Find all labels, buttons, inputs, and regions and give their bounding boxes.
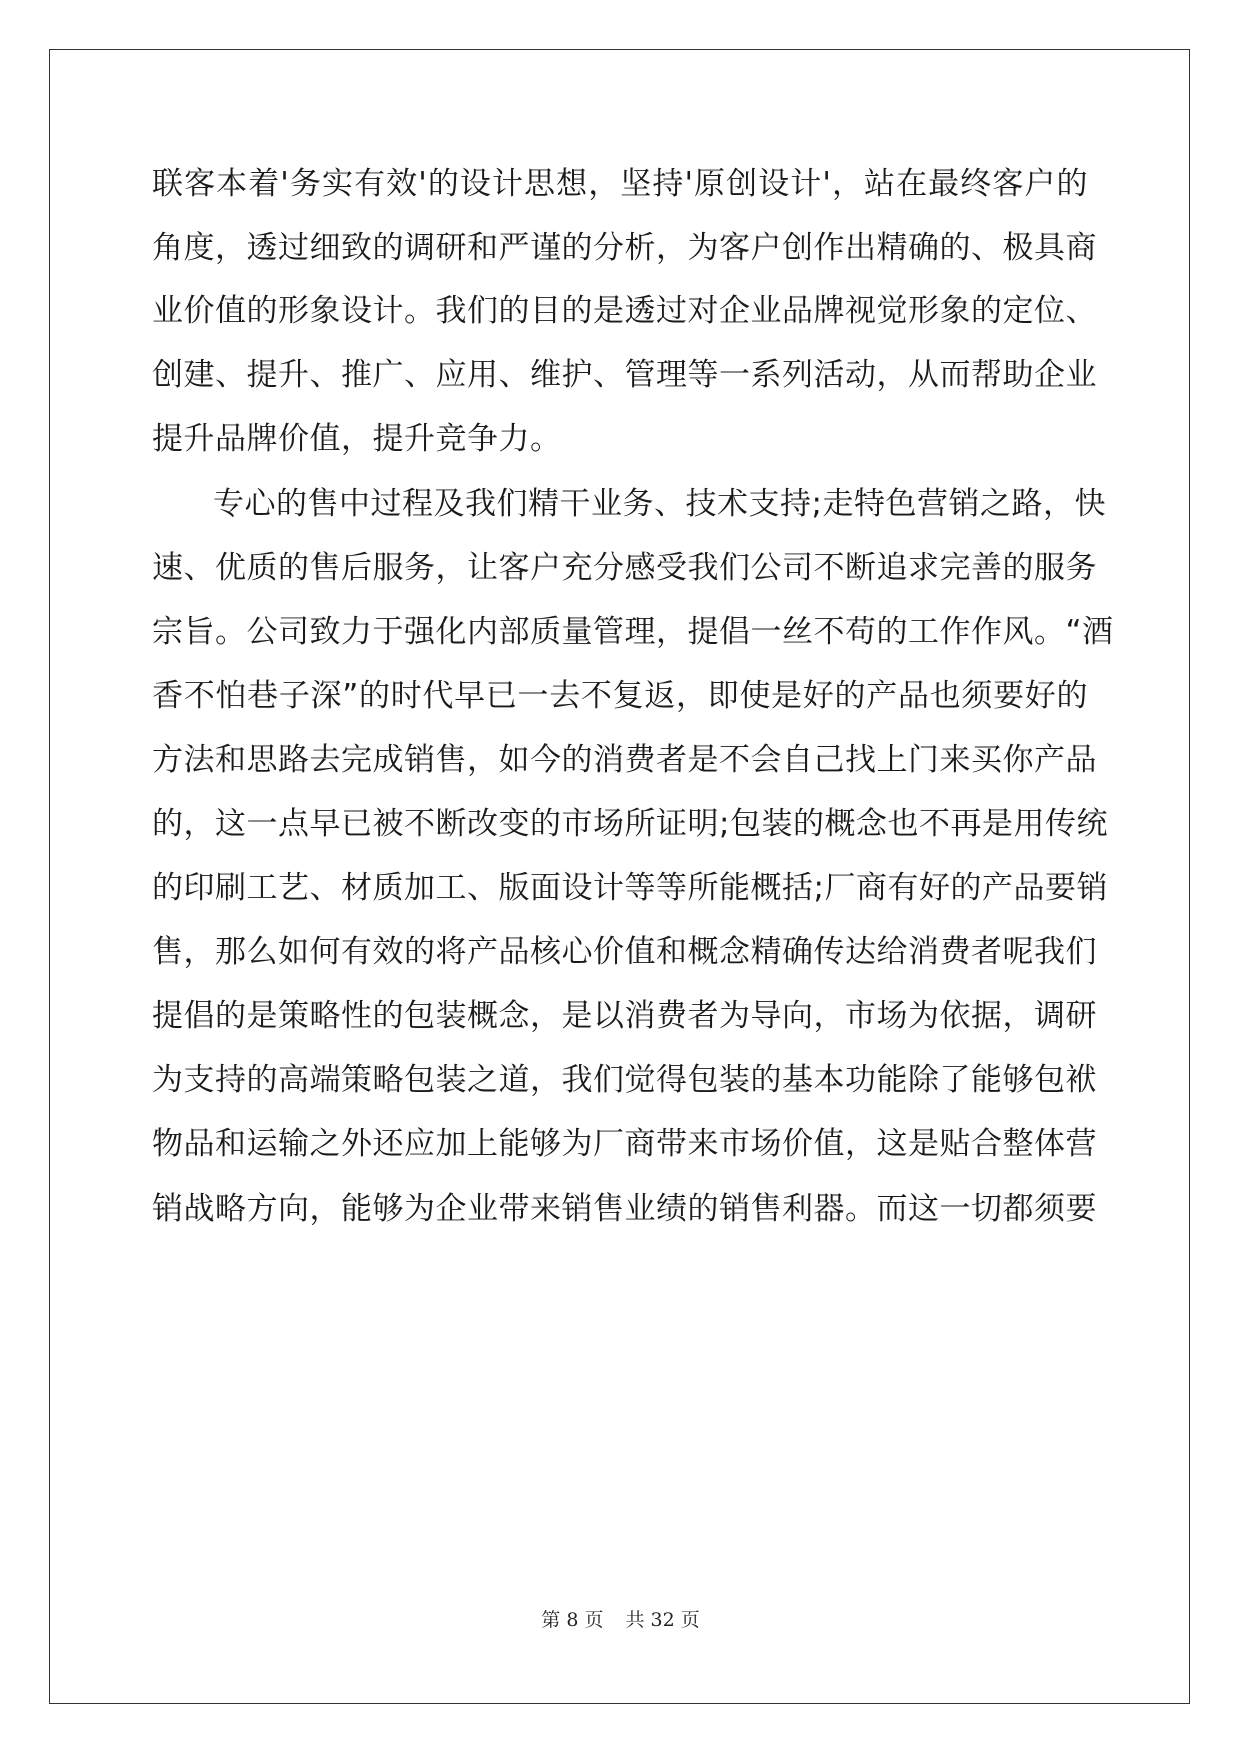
text-line: 专心的售中过程及我们精干业务、技术支持;走特色营销之路，快 xyxy=(213,486,1106,522)
page-number: 第 8 页 xyxy=(541,1609,604,1631)
text-line: 角度，透过细致的调研和严谨的分析，为客户创作出精确的、极具商 xyxy=(152,230,1097,266)
text-line: 创建、提升、推广、应用、维护、管理等一系列活动，从而帮助企业 xyxy=(152,357,1097,393)
text-line: 提倡的是策略性的包装概念，是以消费者为导向，市场为依据，调研 xyxy=(152,998,1097,1034)
text-line: 物品和运输之外还应加上能够为厂商带来市场价值，这是贴合整体营 xyxy=(152,1126,1097,1162)
text-line: 的印刷工艺、材质加工、版面设计等等所能概括;厂商有好的产品要销 xyxy=(152,870,1108,906)
text-line: 的，这一点早已被不断改变的市场所证明;包装的概念也不再是用传统 xyxy=(152,806,1108,842)
text-line: 售，那么如何有效的将产品核心价值和概念精确传达给消费者呢我们 xyxy=(152,934,1097,970)
text-line: 业价值的形象设计。我们的目的是透过对企业品牌视觉形象的定位、 xyxy=(152,293,1097,329)
text-line: 为支持的高端策略包装之道，我们觉得包装的基本功能除了能够包袱 xyxy=(152,1062,1097,1098)
page-footer xyxy=(0,1608,1241,1632)
text-line: 香不怕巷子深”的时代早已一去不复返，即使是好的产品也须要好的 xyxy=(152,678,1088,714)
text-line: 销战略方向，能够为企业带来销售业绩的销售利器。而这一切都须要 xyxy=(152,1191,1097,1227)
text-line: 宗旨。公司致力于强化内部质量管理，提倡一丝不苟的工作作风。“酒 xyxy=(152,614,1114,650)
text-line: 方法和思路去完成销售，如今的消费者是不会自己找上门来买你产品 xyxy=(152,742,1097,778)
text-line: 提升品牌价值，提升竞争力。 xyxy=(152,421,562,457)
text-line: 速、优质的售后服务，让客户充分感受我们公司不断追求完善的服务 xyxy=(152,550,1097,586)
text-line: 联客本着'务实有效'的设计思想，坚持'原创设计'，站在最终客户的 xyxy=(152,166,1088,202)
page-total: 共 32 页 xyxy=(625,1609,700,1631)
